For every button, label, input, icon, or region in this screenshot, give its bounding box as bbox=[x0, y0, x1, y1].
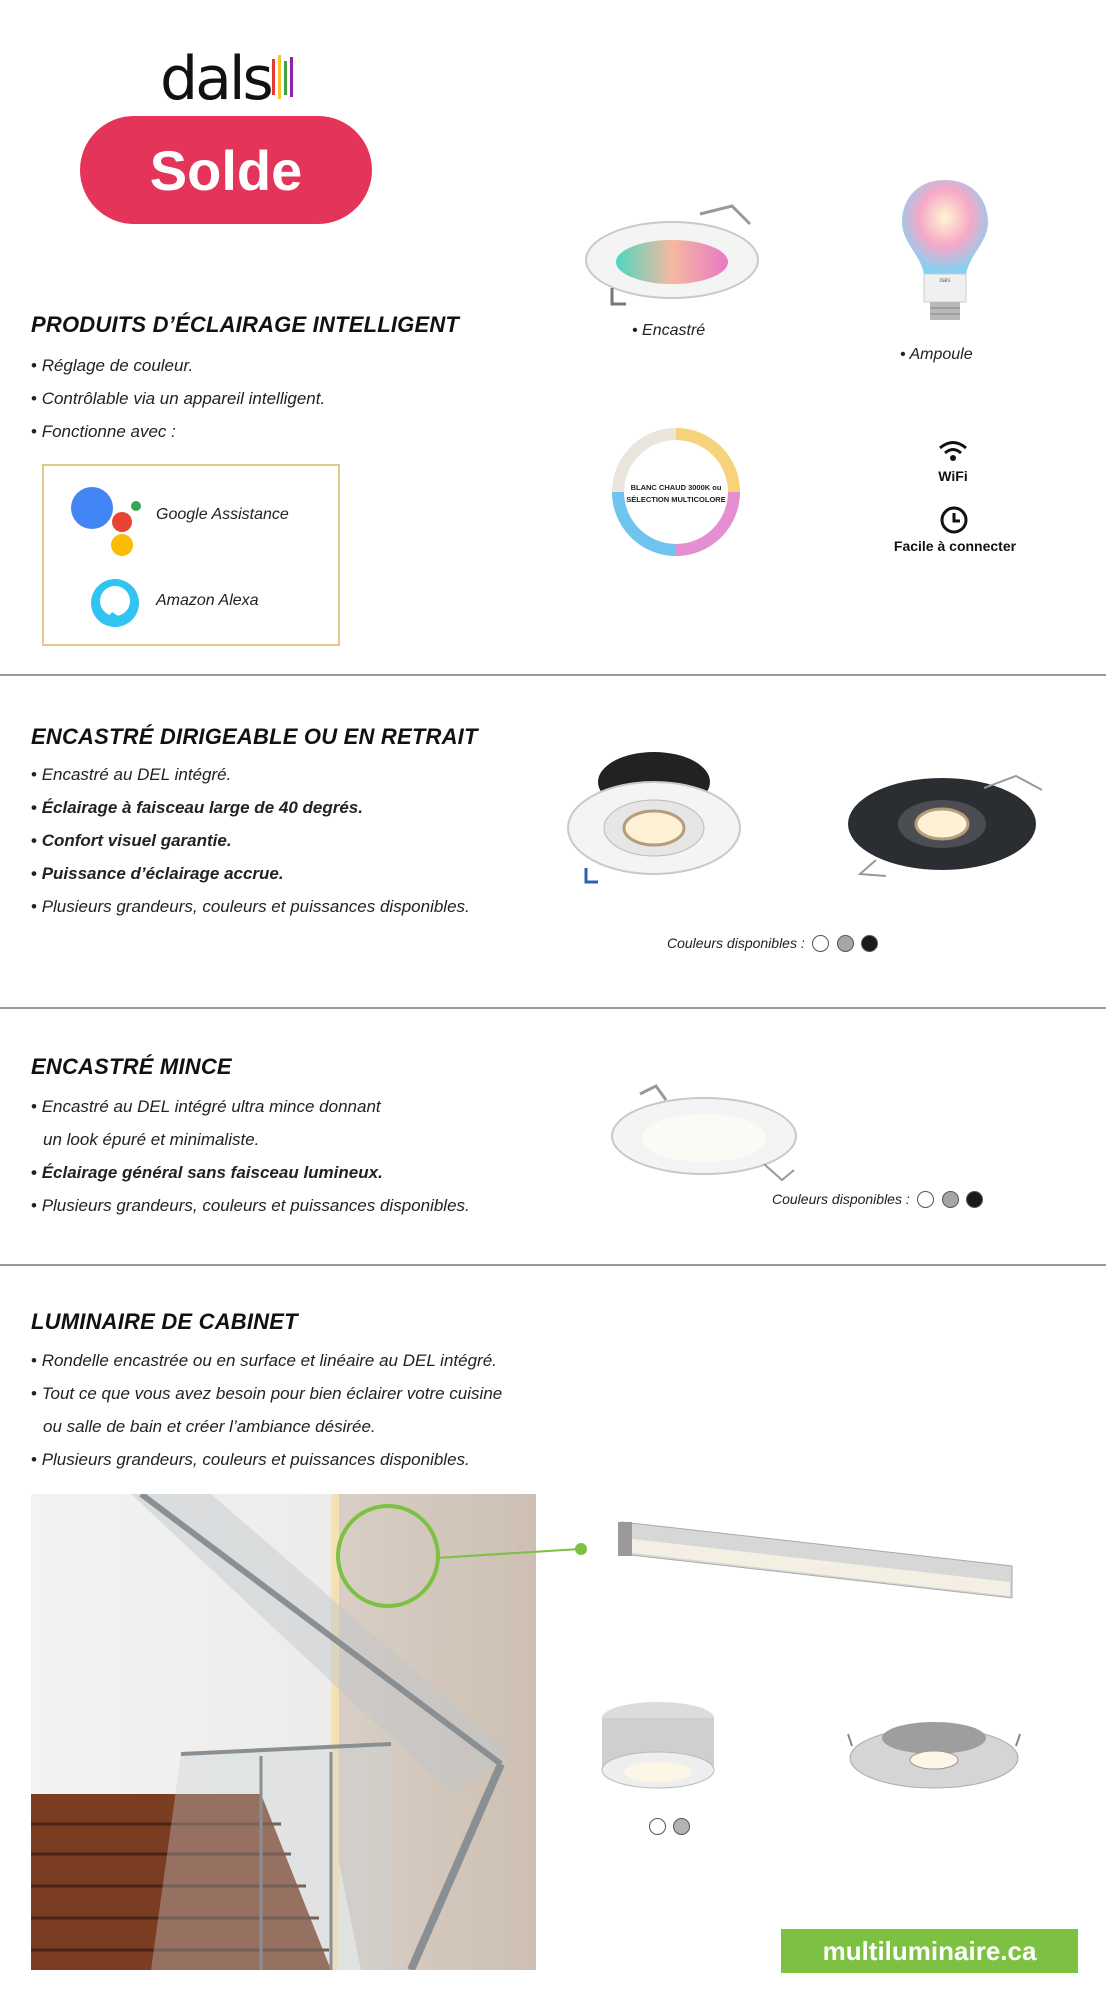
list-item: • Plusieurs grandeurs, couleurs et puissances disponibles. bbox=[31, 1189, 551, 1222]
slim-section-title: ENCASTRÉ MINCE bbox=[31, 1054, 232, 1079]
list-item: • Éclairage général sans faisceau lumineux. bbox=[31, 1156, 551, 1189]
puck-colors bbox=[646, 1818, 690, 1836]
callout-line bbox=[430, 1540, 590, 1570]
white-swatch bbox=[649, 1818, 666, 1835]
wifi-label: WiFi bbox=[938, 468, 968, 484]
colors-available-label: Couleurs disponibles : bbox=[667, 935, 805, 951]
color-ring-text-line2: SÉLECTION MULTICOLORE bbox=[626, 495, 726, 504]
slim-bullets bbox=[31, 1090, 551, 1222]
wifi-icon bbox=[938, 440, 968, 462]
slim-colors bbox=[772, 1191, 983, 1209]
section-divider bbox=[0, 1007, 1106, 1009]
list-item: • Contrôlable via un appareil intelligent. bbox=[31, 382, 451, 415]
dals-logo: dals bbox=[160, 44, 271, 114]
list-item: • Encastré au DEL intégré. bbox=[31, 758, 551, 791]
list-item: • Éclairage à faisceau large de 40 degrés. bbox=[31, 791, 551, 824]
list-item: • Tout ce que vous avez besoin pour bien éclairer votre cuisine bbox=[31, 1377, 591, 1410]
list-item: • Confort visuel garantie. bbox=[31, 824, 551, 857]
slim-recessed-light-image bbox=[604, 1084, 804, 1184]
cabinet-bullets bbox=[31, 1344, 591, 1476]
smart-bullets bbox=[31, 349, 451, 448]
website-banner[interactable]: multiluminaire.ca bbox=[781, 1929, 1078, 1973]
colors-available-label: Couleurs disponibles : bbox=[772, 1191, 910, 1207]
list-item: un look épuré et minimaliste. bbox=[43, 1130, 260, 1149]
alexa-icon bbox=[88, 576, 142, 630]
color-ring-graphic bbox=[608, 424, 744, 560]
list-item: • Encastré au DEL intégré ultra mince donnant bbox=[31, 1090, 551, 1123]
list-item: • Puissance d’éclairage accrue. bbox=[31, 857, 551, 890]
black-swatch bbox=[861, 935, 878, 952]
grey-swatch bbox=[942, 1191, 959, 1208]
smart-section-title: PRODUITS D’ÉCLAIRAGE INTELLIGENT bbox=[31, 312, 460, 337]
logo-bars bbox=[272, 55, 294, 99]
list-item: • Réglage de couleur. bbox=[31, 349, 451, 382]
assistants-box bbox=[42, 464, 340, 646]
white-swatch bbox=[812, 935, 829, 952]
easy-connect-label: Facile à connecter bbox=[893, 538, 1017, 554]
google-assistant-icon bbox=[68, 478, 150, 560]
puck-light-image bbox=[602, 1702, 714, 1788]
recessed-caption: • Encastré bbox=[632, 322, 706, 339]
list-item: ou salle de bain et créer l’ambiance désirée. bbox=[43, 1417, 376, 1436]
black-swatch bbox=[966, 1191, 983, 1208]
bulb-brand-text: dals bbox=[939, 278, 951, 284]
list-item: • Rondelle encastrée ou en surface et linéaire au DEL intégré. bbox=[31, 1344, 591, 1377]
google-assistant-label: Google Assistance bbox=[156, 506, 289, 523]
clock-icon bbox=[939, 505, 969, 535]
sale-badge: Solde bbox=[80, 116, 372, 224]
list-item: • Fonctionne avec : bbox=[31, 415, 451, 448]
section-divider bbox=[0, 1264, 1106, 1266]
color-ring-text-line1: BLANC CHAUD 3000K ou bbox=[630, 483, 722, 492]
list-item: • Plusieurs grandeurs, couleurs et puissances disponibles. bbox=[31, 890, 551, 923]
smart-recessed-light-image bbox=[582, 200, 762, 310]
white-gimbal-light-image bbox=[564, 736, 744, 892]
recessed-puck-light-image bbox=[846, 1712, 1022, 1792]
bulb-caption: • Ampoule bbox=[900, 346, 973, 363]
smart-bulb-image bbox=[900, 178, 990, 328]
linear-cabinet-light-image bbox=[612, 1514, 1022, 1604]
gimbal-section-title: ENCASTRÉ DIRIGEABLE OU EN RETRAIT bbox=[31, 724, 478, 749]
list-item: • Plusieurs grandeurs, couleurs et puissances disponibles. bbox=[31, 1443, 591, 1476]
cabinet-section-title: LUMINAIRE DE CABINET bbox=[31, 1309, 298, 1334]
gimbal-bullets bbox=[31, 758, 551, 923]
gimbal-colors bbox=[667, 935, 878, 953]
white-swatch bbox=[917, 1191, 934, 1208]
black-gimbal-light-image bbox=[846, 768, 1046, 884]
grey-swatch bbox=[673, 1818, 690, 1835]
grey-swatch bbox=[837, 935, 854, 952]
section-divider bbox=[0, 674, 1106, 676]
alexa-label: Amazon Alexa bbox=[156, 592, 259, 609]
